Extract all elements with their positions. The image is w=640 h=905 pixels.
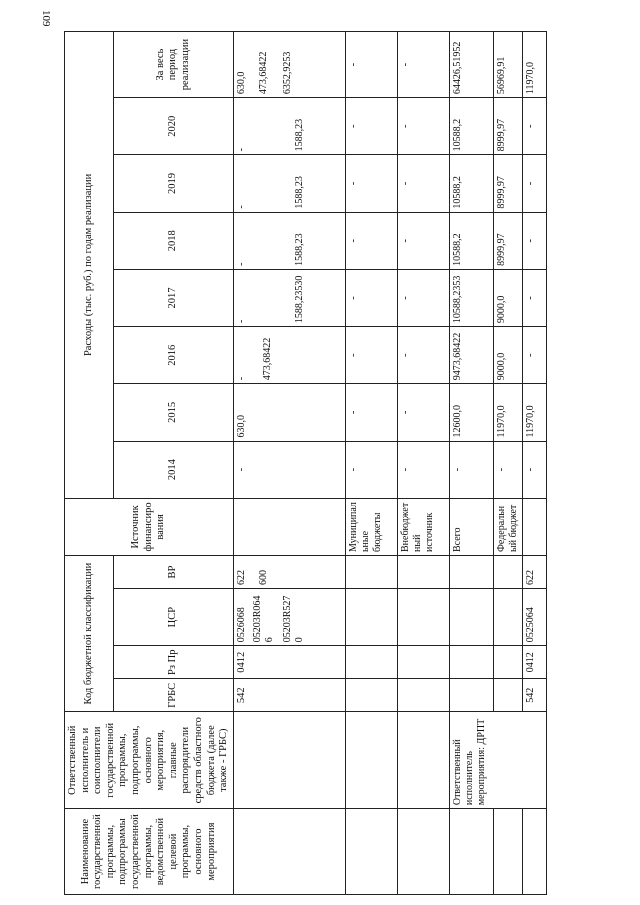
header-csr: ЦСР <box>114 589 234 646</box>
header-expenses-group: Расходы (тыс. руб.) по годам реализации <box>65 32 114 499</box>
cell-grbs: 542 <box>522 679 546 712</box>
header-year-2020: 2020 <box>114 98 234 155</box>
cell-source: Всего <box>449 498 493 555</box>
cell-vr: 622 <box>522 556 546 589</box>
cell-csr: 0526068 05203R0646 05203R5270 <box>233 589 345 646</box>
cell-total: 11970,0 <box>522 32 546 98</box>
header-year-2017: 2017 <box>114 269 234 326</box>
cell-value: - 1588,23530 <box>233 269 345 326</box>
header-vr: ВР <box>114 556 234 589</box>
cell-source: Муниципальные бюджеты <box>345 498 397 555</box>
cell-source: Федеральный бюджет <box>493 498 522 555</box>
cell-total: 56969,91 <box>493 32 522 98</box>
header-grbs: ГРБС <box>114 679 234 712</box>
header-year-2014: 2014 <box>114 441 234 498</box>
cell-total: 630,0 473,68422 6352,9253 <box>233 32 345 98</box>
header-year-2016: 2016 <box>114 327 234 384</box>
header-code-group: Код бюджетной классификации <box>65 556 114 712</box>
header-executor: Ответственный исполнитель и соисполнители государственной программы, подпрограммы, основного мероприятия, главные распорядители средств областного бюджета (далее также - ГРБС) <box>65 712 234 809</box>
cell-value: - 1588,23 <box>233 155 345 212</box>
cell-rzpr: 0412 <box>233 646 345 679</box>
header-total: За весь период реализации <box>114 32 234 98</box>
table-row: 542 0412 0525064 622 - 11970,0 - - - - - 11970,0 <box>522 32 546 895</box>
table-row <box>233 32 345 895</box>
cell-value: - 1588,23 <box>233 212 345 269</box>
cell-value: - 473,68422 <box>233 327 345 384</box>
cell-total: - <box>397 32 449 98</box>
budget-table <box>64 31 547 895</box>
cell-total: 64426,51952 <box>449 32 493 98</box>
page-number: 109 <box>40 10 52 27</box>
header-year-2019: 2019 <box>114 155 234 212</box>
cell-value: - <box>233 441 345 498</box>
header-year-2018: 2018 <box>114 212 234 269</box>
table-row: Внебюджетный источник - - - - - - - - <box>397 32 449 895</box>
table-row: Муниципальные бюджеты - - - - - - - - <box>345 32 397 895</box>
header-name: Наименование государственной программы, подпрограммы государственной программы, ведомственной целевой программы, основного мероприятия <box>65 809 234 895</box>
cell-executor: Ответственный исполнитель мероприятия: ДРПТ <box>449 712 546 809</box>
header-source: Источник финансирования <box>65 498 234 555</box>
cell-vr: 622 600 <box>233 556 345 589</box>
rotated-table-wrapper <box>64 31 584 895</box>
header-year-2015: 2015 <box>114 384 234 441</box>
cell-value: 630,0 <box>233 384 345 441</box>
cell-rzpr: 0412 <box>522 646 546 679</box>
table-row: Ответственный исполнитель мероприятия: ДРПТ Всего - 12600,0 9473,68422 10588,2353 10588,2 10588,2 10588,2 64426,51952 <box>449 32 493 895</box>
cell-value: - 1588,23 <box>233 98 345 155</box>
cell-csr: 0525064 <box>522 589 546 646</box>
cell-total: - <box>345 32 397 98</box>
cell-source: Внебюджетный источник <box>397 498 449 555</box>
header-rzpr: Рз Пр <box>114 646 234 679</box>
cell-grbs: 542 <box>233 679 345 712</box>
table-row: Федеральный бюджет - 11970,0 9000,0 9000,0 8999,97 8999,97 8999,97 56969,91 <box>493 32 522 895</box>
